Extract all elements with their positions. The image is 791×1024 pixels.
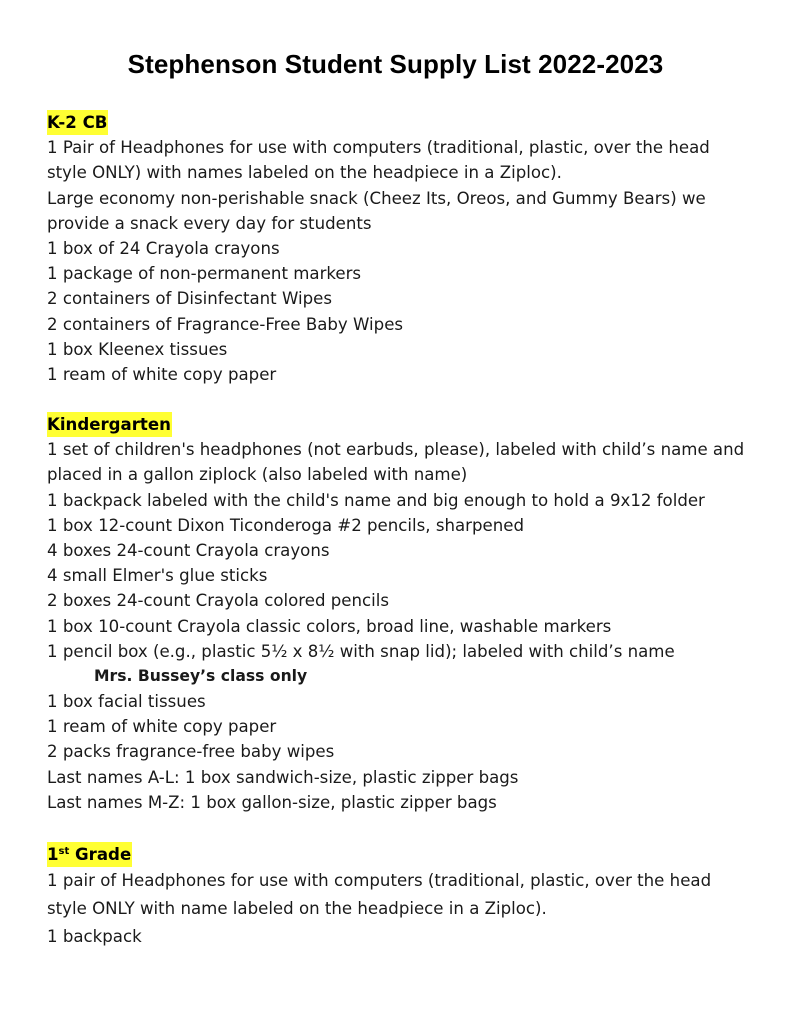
- list-item: style ONLY with name labeled on the headpiece in a Ziploc).: [47, 899, 547, 919]
- list-item: 2 boxes 24-count Crayola colored pencils: [47, 591, 390, 611]
- list-item: 1 pencil box (e.g., plastic 5½ x 8½ with snap lid); labeled with child’s name: [47, 641, 675, 661]
- section-heading-k2-cb: K-2 CB: [47, 110, 108, 135]
- list-item: 1 box facial tissues: [47, 692, 206, 712]
- list-item: 1 Pair of Headphones for use with computers (traditional, plastic, over the head: [47, 138, 710, 158]
- list-item: 4 boxes 24-count Crayola crayons: [47, 540, 330, 560]
- list-item: 1 box Kleenex tissues: [47, 339, 228, 359]
- list-item: 2 packs fragrance-free baby wipes: [47, 742, 335, 762]
- list-item: 2 containers of Disinfectant Wipes: [47, 289, 332, 309]
- class-subheading: Mrs. Bussey’s class only: [94, 666, 308, 685]
- heading-label: Grade: [69, 845, 132, 864]
- section-heading-first-grade: [47, 842, 132, 867]
- list-item: 1 box of 24 Crayola crayons: [47, 238, 280, 258]
- list-item: 1 backpack labeled with the child's name and big enough to hold a 9x12 folder: [47, 490, 705, 510]
- list-item: style ONLY) with names labeled on the headpiece in a Ziploc).: [47, 163, 562, 183]
- list-item: 1 box 10-count Crayola classic colors, broad line, washable markers: [47, 616, 612, 636]
- heading-ordinal-suffix: st: [58, 846, 70, 857]
- list-item: Last names A-L: 1 box sandwich-size, plastic zipper bags: [47, 767, 519, 787]
- list-item: 1 backpack: [47, 927, 142, 947]
- page-title: Stephenson Student Supply List 2022-2023: [127, 49, 664, 79]
- list-item: 1 package of non-permanent markers: [47, 264, 362, 284]
- heading-number: 1: [47, 845, 59, 864]
- list-item: 4 small Elmer's glue sticks: [47, 566, 268, 586]
- list-item: 1 pair of Headphones for use with computers (traditional, plastic, over the head: [47, 871, 712, 891]
- list-item: 1 ream of white copy paper: [47, 364, 277, 384]
- section-kindergarten: [47, 412, 767, 815]
- section-first-grade: [47, 842, 767, 951]
- list-item: provide a snack every day for students: [47, 213, 372, 233]
- list-item: placed in a gallon ziplock (also labeled with name): [47, 465, 468, 485]
- section-k2-cb: [47, 110, 767, 387]
- section-heading-kindergarten: Kindergarten: [47, 412, 172, 437]
- list-item: 1 set of children's headphones (not earbuds, please), labeled with child’s name and: [47, 440, 745, 460]
- list-item: 2 containers of Fragrance-Free Baby Wipes: [47, 314, 404, 334]
- list-item: 1 ream of white copy paper: [47, 717, 277, 737]
- list-item: 1 box 12-count Dixon Ticonderoga #2 pencils, sharpened: [47, 515, 524, 535]
- list-item: Last names M-Z: 1 box gallon-size, plastic zipper bags: [47, 792, 497, 812]
- list-item: Large economy non-perishable snack (Cheez Its, Oreos, and Gummy Bears) we: [47, 188, 706, 208]
